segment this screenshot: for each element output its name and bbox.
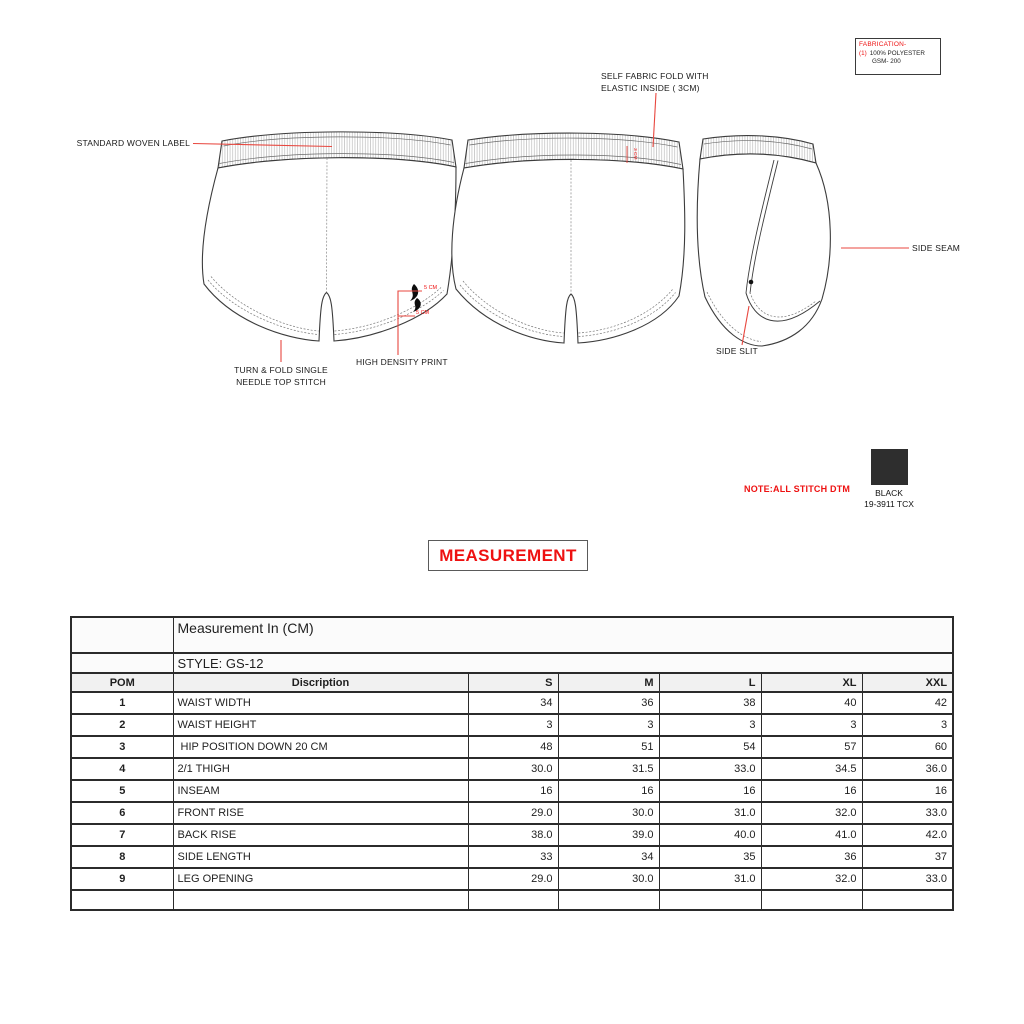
value-cell: 36 [761,846,862,868]
pom-cell: 4 [71,758,173,780]
value-cell: 16 [862,780,953,802]
fabrication-box [855,38,941,75]
value-cell: 41.0 [761,824,862,846]
value-cell: 30.0 [558,868,659,890]
pom-cell: 9 [71,868,173,890]
pom-cell: 1 [71,692,173,714]
side-view-drawing [697,136,830,346]
empty-cell [71,653,173,673]
color-swatch [871,449,908,485]
annotation-turn-fold-line2: NEEDLE TOP STITCH [236,376,326,387]
style-header-cell: STYLE: GS-12 [173,653,953,673]
value-cell: 30.0 [558,802,659,824]
table-row [71,758,953,780]
table-row [71,824,953,846]
value-cell: 38 [659,692,761,714]
table-row [71,736,953,758]
table-row [71,802,953,824]
table-row-style-header [71,653,953,673]
side-slit-marker-dot [749,280,754,285]
fabrication-item-text: 100% POLYESTER [869,50,925,57]
value-cell: 33 [468,846,558,868]
measurement-table [70,616,954,911]
empty-cell [71,617,173,653]
table-row [71,780,953,802]
value-cell: 33.0 [659,758,761,780]
logo-offset-label: 5 CM [416,310,430,316]
value-cell: 51 [558,736,659,758]
value-cell: 29.0 [468,868,558,890]
fabrication-item-number: (1) [859,50,867,57]
table-row-empty [71,890,953,910]
col-header-xxl: XXL [862,673,953,692]
table-row-unit-header [71,617,953,653]
value-cell: 31.5 [558,758,659,780]
table-header-row [71,673,953,692]
measurement-section-title: MEASUREMENT [439,545,577,565]
pom-cell: 5 [71,780,173,802]
value-cell: 3 [862,714,953,736]
value-cell: 33.0 [862,802,953,824]
description-cell: HIP POSITION DOWN 20 CM [173,736,468,758]
col-header-l: L [659,673,761,692]
fabrication-gsm: GSM- 200 [872,58,901,65]
value-cell: 48 [468,736,558,758]
description-cell: WAIST WIDTH [173,692,468,714]
value-cell: 57 [761,736,862,758]
table-row [71,714,953,736]
value-cell: 42 [862,692,953,714]
value-cell: 31.0 [659,868,761,890]
annotation-high-density-print: HIGH DENSITY PRINT [356,357,448,367]
value-cell: 16 [659,780,761,802]
col-header-m: M [558,673,659,692]
pom-cell: 3 [71,736,173,758]
annotation-self-fabric-fold [601,71,709,94]
pom-cell: 2 [71,714,173,736]
pom-cell: 6 [71,802,173,824]
measurement-section-box [428,540,588,571]
fabrication-title: FABRICATION- [859,41,907,48]
annotation-side-slit: SIDE SLIT [716,346,758,356]
colorway-name: BLACK [875,488,903,498]
value-cell: 60 [862,736,953,758]
waistband-depth-label: 3 CM [632,148,637,160]
logo-height-label: 5 CM [424,285,438,291]
value-cell: 37 [862,846,953,868]
annotation-standard-woven-label: STANDARD WOVEN LABEL [76,138,190,148]
value-cell: 3 [761,714,862,736]
value-cell: 39.0 [558,824,659,846]
value-cell: 16 [558,780,659,802]
annotation-self-fabric-line2: ELASTIC INSIDE ( 3CM) [601,82,700,93]
description-cell: 2/1 THIGH [173,758,468,780]
col-header-s: S [468,673,558,692]
value-cell: 40.0 [659,824,761,846]
value-cell: 33.0 [862,868,953,890]
description-cell: BACK RISE [173,824,468,846]
value-cell: 36 [558,692,659,714]
unit-header-cell: Measurement In (CM) [173,617,953,653]
annotation-self-fabric-line1: SELF FABRIC FOLD WITH [601,71,709,81]
value-cell: 40 [761,692,862,714]
table-row [71,868,953,890]
value-cell: 16 [761,780,862,802]
value-cell: 32.0 [761,802,862,824]
value-cell: 34 [468,692,558,714]
pom-cell: 7 [71,824,173,846]
col-header-xl: XL [761,673,862,692]
value-cell: 42.0 [862,824,953,846]
value-cell: 30.0 [468,758,558,780]
value-cell: 29.0 [468,802,558,824]
value-cell: 36.0 [862,758,953,780]
value-cell: 31.0 [659,802,761,824]
value-cell: 3 [558,714,659,736]
value-cell: 3 [659,714,761,736]
table-row [71,846,953,868]
annotation-turn-fold [224,365,338,388]
value-cell: 3 [468,714,558,736]
table-row [71,692,953,714]
value-cell: 54 [659,736,761,758]
annotation-side-seam: SIDE SEAM [912,243,961,253]
pom-cell: 8 [71,846,173,868]
value-cell: 34.5 [761,758,862,780]
value-cell: 32.0 [761,868,862,890]
description-cell: INSEAM [173,780,468,802]
value-cell: 38.0 [468,824,558,846]
annotation-turn-fold-line1: TURN & FOLD SINGLE [234,365,328,375]
colorway-code: 19-3911 TCX [864,499,914,509]
value-cell: 34 [558,846,659,868]
description-cell: WAIST HEIGHT [173,714,468,736]
description-cell: LEG OPENING [173,868,468,890]
value-cell: 35 [659,846,761,868]
back-view-drawing [452,133,685,343]
description-cell: FRONT RISE [173,802,468,824]
col-header-pom: POM [71,673,173,692]
colorway-block [852,449,926,510]
value-cell: 16 [468,780,558,802]
stitch-note: NOTE:ALL STITCH DTM [744,484,851,494]
col-header-description: Discription [173,673,468,692]
description-cell: SIDE LENGTH [173,846,468,868]
